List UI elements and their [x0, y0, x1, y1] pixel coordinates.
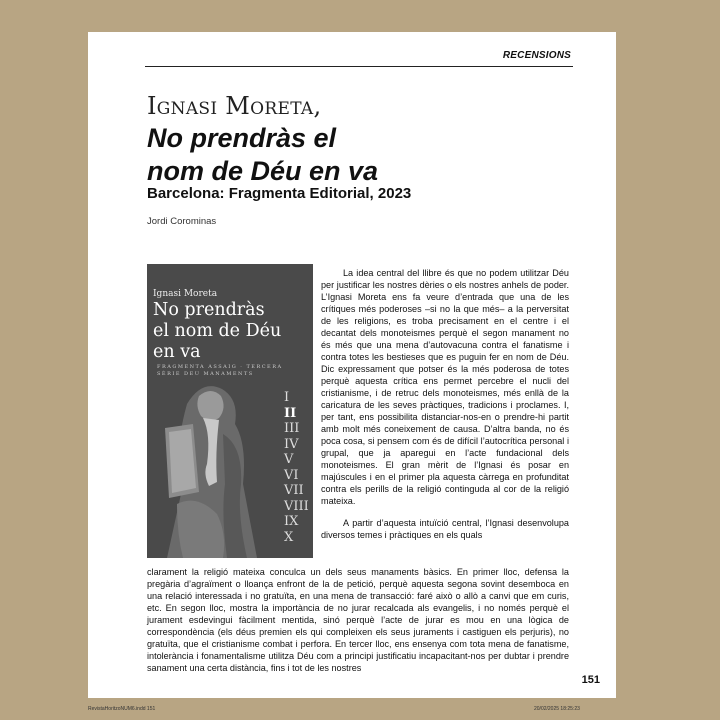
book-title-line-2: nom de Déu en va	[147, 156, 379, 186]
cover-title-line: el nom de Déu	[153, 321, 282, 341]
review-text-full-width	[147, 566, 569, 674]
cover-numeral: X	[284, 529, 294, 545]
cover-numeral: IV	[284, 436, 299, 452]
print-timestamp: 20/02/2025 18:25:23	[534, 706, 580, 712]
review-paragraph: La idea central del llibre és que no podem utilitzar Déu per justificar les nostres dèries o els nostres anhels de poder. L’Ignasi Moreta ens fa veure d’entrada que una de les crítiques més poderoses –si no la que més– a la perversitat de les religions, es troba precisament en el centre i el decantat dels monoteismes perquè el segon manament no és més que una mena d’autovacuna contra el fanatisme i contra totes les bestieses que es puguin fer en nom de Déu. Dic expressament que potser és la més poderosa de totes perquè aquesta crítica ens permet percebre el nucli del cristianisme, i de retruc dels monoteismes, més enllà de la caricatura de les seves pràctiques, tradicions i proclames. I, per tant, ens possibilita distanciar-nos-en o prendre-hi partit amb molt més coneixement de causa. D’altra banda, no és poca cosa, si pensem com és de difícil l’autocrítica personal i grupal, que ja aparegui en l’acte fundacional dels monoteismes. El gran mèrit de l’Ignasi és posar en majúscules i en el primer pla aquesta càrrega en profunditat contra els perills de la religió continguda al cor de la religió mateixa.	[321, 268, 569, 506]
cover-numeral: VII	[284, 483, 304, 498]
book-author: Ignasi Moreta,	[147, 92, 322, 120]
cover-numeral: VIII	[284, 498, 309, 514]
section-divider	[145, 66, 573, 67]
cover-numeral: VI	[284, 467, 299, 483]
reviewer-name: Jordi Corominas	[147, 216, 217, 227]
book-title-line-1: No prendràs el	[147, 123, 337, 153]
review-paragraph: A partir d’aquesta intuïció central, l’Ignasi desenvolupa diversos temes i pràctiques en els quals	[321, 518, 569, 540]
cover-author: Ignasi Moreta	[153, 289, 218, 299]
cover-title-line: No prendràs	[153, 300, 265, 320]
book-cover-image	[147, 264, 313, 558]
section-label: RECENSIONS	[502, 50, 571, 61]
cover-numeral: V	[284, 452, 294, 467]
moses-statue-illustration	[147, 374, 287, 558]
page	[88, 32, 616, 698]
cover-numeral: I	[284, 390, 290, 405]
cover-collection-line: SÈRIE DEU MANAMENTS	[157, 371, 254, 377]
cover-numerals-list	[284, 390, 308, 545]
cover-title	[153, 300, 281, 363]
cover-numeral-active: II	[284, 405, 297, 421]
cover-title-line: en va	[153, 342, 201, 362]
print-file-info: RevistaHoritzoNUM6.indd 151	[88, 706, 156, 712]
cover-collection	[157, 364, 283, 378]
review-paragraph-continued: clarament la religió mateixa conculca un dels seus manaments bàsics. En primer lloc, defensa la pregària d’agraïment o lloança enfront de la de petició, perquè aquesta segona sovint desemboca en una relació interessada i no gratuïta, en una mena de transacció: faré això o allò a canvi que em curis, etc. En segon lloc, mostra la importància de no jurar recalcada als evangelis, i no només perquè el jurament esdevingui fàcilment mentida, sinó perquè l’acte de jurar es mou en una lògica de correspondència (els déus premien els qui compleixen els seus juraments i castiguen els perjuris), no gratuïta, que el cristianisme combat i perfora. En tercer lloc, ens ensenya com tota mena de fanatisme, intolerància i fonamentalisme utilitza Déu com a principi justificatiu incapacitant-nos per dubtar i prendre sanament una certa distància, fins i tot de les nostres	[147, 567, 569, 673]
review-text-column	[321, 267, 569, 541]
cover-numeral: IX	[284, 514, 299, 529]
cover-numeral: III	[284, 421, 300, 436]
cover-collection-line: FRAGMENTA ASSAIG · TERCERA	[157, 364, 283, 370]
publisher-info: Barcelona: Fragmenta Editorial, 2023	[147, 185, 412, 202]
page-number: 151	[581, 674, 600, 686]
